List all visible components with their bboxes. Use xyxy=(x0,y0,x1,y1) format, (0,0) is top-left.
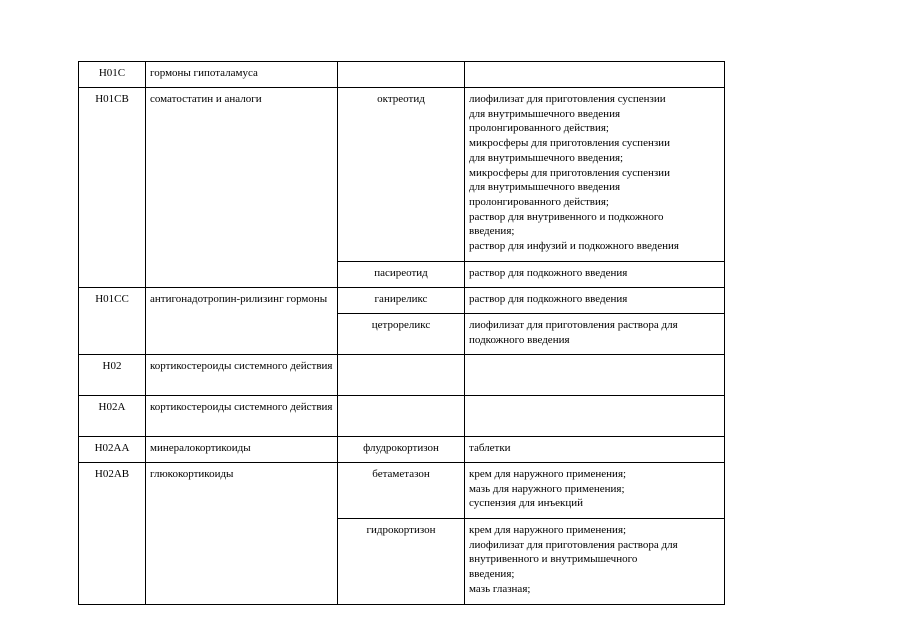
table-row xyxy=(79,288,725,314)
substance-name: флудрокортизон xyxy=(338,437,465,463)
dosage-form: микросферы для приготовления суспензии xyxy=(469,166,670,179)
dosage-forms xyxy=(465,262,725,288)
table-row xyxy=(79,62,725,88)
table-row xyxy=(79,355,725,396)
substance-name xyxy=(338,62,465,88)
atc-group: соматостатин и аналоги xyxy=(146,88,338,288)
table-row xyxy=(79,437,725,463)
dosage-forms xyxy=(465,288,725,314)
dosage-form: для внутримышечного введения xyxy=(469,181,621,194)
atc-group: кортикостероиды системного действия xyxy=(146,396,338,437)
dosage-form: пролонгированного действия; xyxy=(469,195,609,208)
dosage-forms xyxy=(465,355,725,396)
atc-group: минералокортикоиды xyxy=(146,437,338,463)
table-row xyxy=(79,463,725,519)
dosage-form: раствор для подкожного введения xyxy=(469,267,628,279)
drug-table xyxy=(78,61,725,605)
dosage-form: раствор для инфузий и подкожного введения xyxy=(469,240,679,253)
dosage-forms xyxy=(465,396,725,437)
dosage-form: микросферы для приготовления суспензии xyxy=(469,137,670,150)
dosage-form: для внутримышечного введения; xyxy=(469,151,624,164)
table-row xyxy=(79,88,725,262)
atc-code: H01CB xyxy=(79,88,146,288)
dosage-form: лиофилизат для приготовления раствора для xyxy=(469,538,678,551)
atc-group: антигонадотропин-рилизинг гормоны xyxy=(146,288,338,355)
atc-group: кортикостероиды системного действия xyxy=(146,355,338,396)
substance-name: октреотид xyxy=(338,88,465,262)
dosage-form: раствор для подкожного введения xyxy=(469,293,628,305)
dosage-forms xyxy=(465,437,725,463)
dosage-forms xyxy=(465,88,725,262)
dosage-form: крем для наружного применения; xyxy=(469,524,627,536)
dosage-forms xyxy=(465,62,725,88)
substance-name: ганиреликс xyxy=(338,288,465,314)
dosage-form: лиофилизат для приготовления суспензии xyxy=(469,93,666,105)
dosage-form: раствор для внутривенного и подкожного xyxy=(469,210,664,223)
atc-group: гормоны гипоталамуса xyxy=(146,62,338,88)
substance-name xyxy=(338,396,465,437)
dosage-form: таблетки xyxy=(469,442,511,454)
dosage-form: подкожного введения xyxy=(469,333,570,346)
table-row xyxy=(79,396,725,437)
dosage-form: суспензия для инъекций xyxy=(469,497,584,510)
substance-name: гидрокортизон xyxy=(338,519,465,605)
substance-name xyxy=(338,355,465,396)
dosage-form: внутривенного и внутримышечного xyxy=(469,553,638,566)
dosage-form: мазь глазная; xyxy=(469,582,531,595)
dosage-form: введения; xyxy=(469,568,515,581)
dosage-form: для внутримышечного введения xyxy=(469,107,621,120)
dosage-form: мазь для наружного применения; xyxy=(469,482,625,495)
dosage-form: пролонгированного действия; xyxy=(469,122,609,135)
dosage-forms xyxy=(465,519,725,605)
atc-code: H02 xyxy=(79,355,146,396)
dosage-forms xyxy=(465,463,725,519)
atc-group: глюкокортикоиды xyxy=(146,463,338,605)
substance-name: пасиреотид xyxy=(338,262,465,288)
atc-code: H02A xyxy=(79,396,146,437)
dosage-form: лиофилизат для приготовления раствора для xyxy=(469,319,678,331)
dosage-forms xyxy=(465,314,725,355)
dosage-form: введения; xyxy=(469,225,515,238)
atc-code: H02AB xyxy=(79,463,146,605)
dosage-form: крем для наружного применения; xyxy=(469,468,627,480)
substance-name: бетаметазон xyxy=(338,463,465,519)
substance-name: цетрореликс xyxy=(338,314,465,355)
atc-code: H02AA xyxy=(79,437,146,463)
atc-code: H01CC xyxy=(79,288,146,355)
atc-code: H01C xyxy=(79,62,146,88)
